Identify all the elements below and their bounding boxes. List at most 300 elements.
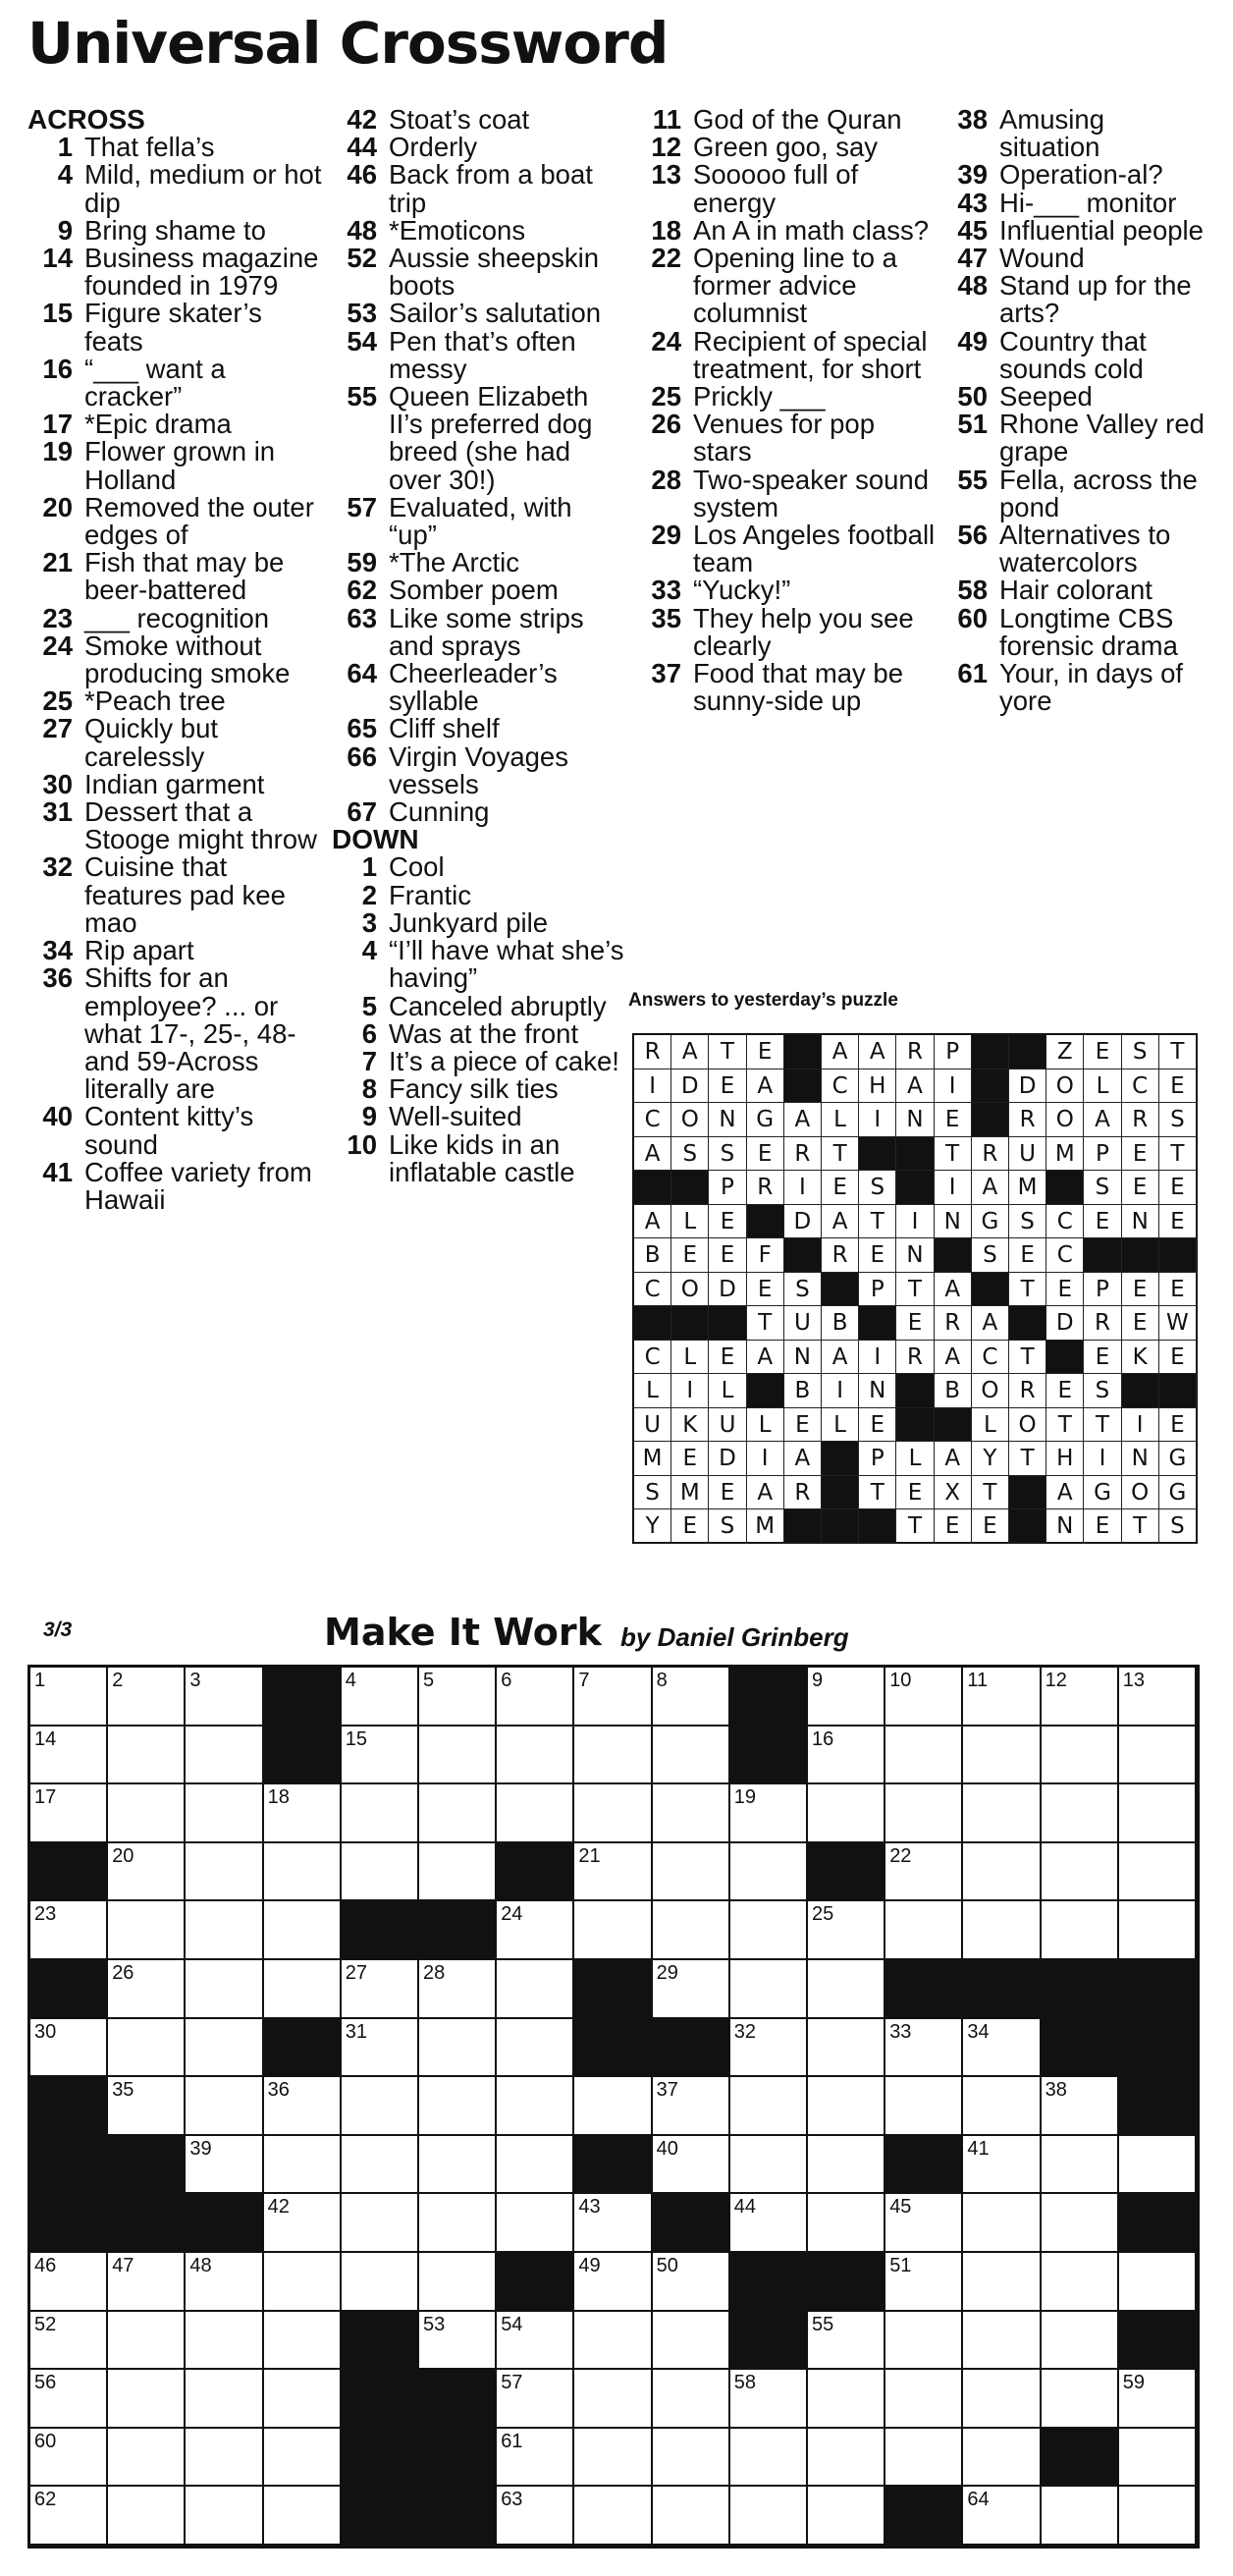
grid-cell[interactable]: [1119, 2136, 1197, 2195]
grid-cell[interactable]: [264, 2194, 342, 2253]
cell-number: 13: [1122, 1670, 1146, 1691]
grid-cell[interactable]: [264, 1960, 342, 2019]
grid-cell[interactable]: [30, 1901, 108, 1960]
answer-black-square: [671, 1306, 709, 1341]
grid-cell[interactable]: [1119, 1784, 1197, 1843]
grid-cell[interactable]: [30, 2429, 108, 2488]
grid-cell[interactable]: [497, 2019, 574, 2078]
grid-cell[interactable]: [1119, 2370, 1197, 2429]
grid-cell[interactable]: [730, 2370, 808, 2429]
answer-cell: E: [972, 1509, 1009, 1544]
clue-text: Was at the front: [389, 1017, 579, 1049]
grid-cell[interactable]: [574, 2312, 652, 2371]
grid-cell[interactable]: [264, 2253, 342, 2312]
clue-number: 1: [57, 132, 73, 163]
grid-cell[interactable]: [108, 2487, 186, 2546]
clue-number: 1: [361, 851, 377, 883]
clue-number: 24: [42, 630, 73, 661]
grid-cell[interactable]: [186, 2312, 263, 2371]
grid-cell[interactable]: [30, 1668, 108, 1726]
grid-cell[interactable]: [808, 1726, 885, 1785]
grid-cell[interactable]: [885, 1726, 963, 1785]
grid-cell[interactable]: [885, 2312, 963, 2371]
grid-cell[interactable]: [653, 1960, 730, 2019]
grid-cell[interactable]: [808, 1784, 885, 1843]
answer-cell: P: [935, 1035, 972, 1069]
answer-cell: S: [859, 1171, 896, 1205]
down-clue: [942, 245, 1207, 272]
black-square: [885, 2136, 963, 2195]
grid-cell[interactable]: [497, 2077, 574, 2136]
grid-cell[interactable]: [419, 1668, 497, 1726]
grid-cell[interactable]: [342, 1843, 419, 1902]
grid-cell[interactable]: [808, 1960, 885, 2019]
grid-cell[interactable]: [730, 2077, 808, 2136]
grid-cell[interactable]: [730, 2194, 808, 2253]
grid-cell[interactable]: [1119, 2429, 1197, 2488]
grid-cell[interactable]: [730, 1901, 808, 1960]
grid-cell[interactable]: [653, 2253, 730, 2312]
answer-cell: C: [1122, 1069, 1159, 1104]
grid-cell[interactable]: [885, 1784, 963, 1843]
answer-cell: M: [634, 1442, 671, 1476]
grid-cell[interactable]: [963, 1668, 1041, 1726]
grid-cell[interactable]: [885, 2077, 963, 2136]
clue-text: “I’ll have what she’s having”: [389, 935, 624, 994]
grid-cell[interactable]: [808, 2194, 885, 2253]
grid-cell[interactable]: [808, 2487, 885, 2546]
grid-cell[interactable]: [186, 1726, 263, 1785]
grid-cell[interactable]: [808, 1668, 885, 1726]
answer-cell: N: [784, 1341, 822, 1375]
clue-text: Figure skater’s feats: [84, 298, 262, 356]
grid-cell[interactable]: [885, 1668, 963, 1726]
grid-cell[interactable]: [108, 2077, 186, 2136]
grid-cell[interactable]: [574, 2194, 652, 2253]
grid-cell[interactable]: [885, 1843, 963, 1902]
down-clue: [942, 187, 1207, 218]
grid-cell[interactable]: [108, 2429, 186, 2488]
down-clue: [332, 1045, 626, 1076]
answer-cell: L: [972, 1408, 1009, 1443]
grid-cell[interactable]: [419, 1843, 497, 1902]
grid-cell[interactable]: [963, 2253, 1041, 2312]
clue-number: 4: [57, 159, 73, 191]
answer-cell: S: [634, 1476, 671, 1510]
across-clue: [332, 798, 626, 826]
grid-cell[interactable]: [497, 1960, 574, 2019]
grid-cell[interactable]: [963, 2019, 1041, 2078]
grid-cell[interactable]: [342, 1668, 419, 1726]
answer-black-square: [935, 1408, 972, 1443]
grid-cell[interactable]: [30, 2019, 108, 2078]
grid-cell[interactable]: [963, 2487, 1041, 2546]
answer-black-square: [1084, 1238, 1121, 1273]
grid-cell[interactable]: [574, 1843, 652, 1902]
across-clue: [332, 245, 626, 300]
cell-number: 45: [889, 2196, 912, 2219]
grid-cell[interactable]: [1042, 1784, 1119, 1843]
answer-cell: G: [1159, 1476, 1197, 1510]
across-clue: [27, 964, 322, 1103]
grid-cell[interactable]: [963, 2077, 1041, 2136]
cell-number: 33: [889, 2020, 912, 2043]
answer-cell: S: [972, 1238, 1009, 1273]
clue-number: 5: [361, 990, 377, 1021]
grid-cell[interactable]: [108, 2370, 186, 2429]
grid-cell[interactable]: [186, 1784, 263, 1843]
answer-cell: E: [747, 1273, 784, 1307]
across-clue: [332, 300, 626, 327]
grid-cell[interactable]: [108, 2312, 186, 2371]
grid-cell[interactable]: [574, 1726, 652, 1785]
grid-cell[interactable]: [186, 2487, 263, 2546]
grid-cell[interactable]: [497, 2370, 574, 2429]
grid-cell[interactable]: [1042, 2370, 1119, 2429]
answer-black-square: [972, 1035, 1009, 1069]
grid-cell[interactable]: [419, 2019, 497, 2078]
grid-cell[interactable]: [730, 2136, 808, 2195]
answer-cell: E: [1122, 1273, 1159, 1307]
grid-cell[interactable]: [885, 2019, 963, 2078]
grid-cell[interactable]: [264, 1784, 342, 1843]
answer-cell: S: [1122, 1035, 1159, 1069]
clue-text: Alternatives to watercolors: [999, 520, 1171, 578]
grid-cell[interactable]: [574, 2253, 652, 2312]
grid-cell[interactable]: [186, 1901, 263, 1960]
grid-cell[interactable]: [808, 2019, 885, 2078]
grid-cell[interactable]: [264, 2136, 342, 2195]
clue-text: *Epic drama: [84, 409, 232, 440]
answer-cell: E: [1159, 1069, 1197, 1104]
grid-cell[interactable]: [342, 2077, 419, 2136]
grid-cell[interactable]: [574, 2429, 652, 2488]
grid-cell[interactable]: [653, 2077, 730, 2136]
grid-cell[interactable]: [30, 2370, 108, 2429]
grid-cell[interactable]: [497, 2487, 574, 2546]
down-clue: [942, 466, 1207, 521]
clue-number: 6: [361, 1017, 377, 1049]
clue-number: 40: [42, 1101, 73, 1132]
grid-cell[interactable]: [264, 2429, 342, 2488]
grid-cell[interactable]: [1042, 1726, 1119, 1785]
grid-cell[interactable]: [342, 2019, 419, 2078]
grid-cell[interactable]: [1119, 1901, 1197, 1960]
across-clue: [332, 161, 626, 216]
grid-cell[interactable]: [1042, 2136, 1119, 2195]
cell-number: 20: [112, 1844, 134, 1867]
answer-cell: E: [935, 1509, 972, 1544]
answer-cell: E: [671, 1442, 709, 1476]
grid-cell[interactable]: [1119, 1668, 1197, 1726]
grid-cell[interactable]: [653, 2136, 730, 2195]
grid-cell[interactable]: [885, 2429, 963, 2488]
grid-cell[interactable]: [730, 2019, 808, 2078]
answer-cell: N: [859, 1374, 896, 1408]
clue-number: 43: [957, 187, 988, 218]
answer-black-square: [747, 1205, 784, 1239]
answer-cell: B: [935, 1374, 972, 1408]
grid-cell[interactable]: [574, 1784, 652, 1843]
answer-cell: E: [896, 1306, 934, 1341]
grid-cell[interactable]: [186, 2136, 263, 2195]
grid-cell[interactable]: [885, 2253, 963, 2312]
answer-cell: Y: [972, 1442, 1009, 1476]
grid-cell[interactable]: [342, 2136, 419, 2195]
clue-number: 12: [651, 132, 681, 163]
grid-cell[interactable]: [108, 1901, 186, 1960]
grid-cell[interactable]: [963, 2312, 1041, 2371]
answer-cell: R: [935, 1306, 972, 1341]
answer-cell: M: [1009, 1171, 1046, 1205]
grid-cell[interactable]: [264, 1901, 342, 1960]
clue-number: 13: [651, 159, 681, 191]
grid-cell[interactable]: [653, 1901, 730, 1960]
answer-cell: R: [634, 1035, 671, 1069]
answer-cell: B: [784, 1374, 822, 1408]
grid-cell[interactable]: [108, 2253, 186, 2312]
grid-cell[interactable]: [342, 2194, 419, 2253]
grid-cell[interactable]: [497, 1901, 574, 1960]
grid-cell[interactable]: [653, 1668, 730, 1726]
black-square: [730, 2253, 808, 2312]
grid-cell[interactable]: [963, 2370, 1041, 2429]
grid-cell[interactable]: [808, 2429, 885, 2488]
grid-cell[interactable]: [885, 1901, 963, 1960]
grid-cell[interactable]: [730, 2487, 808, 2546]
grid-cell[interactable]: [342, 1784, 419, 1843]
grid-cell[interactable]: [108, 2019, 186, 2078]
black-square: [730, 2312, 808, 2371]
answer-cell: A: [747, 1341, 784, 1375]
answer-cell: I: [859, 1103, 896, 1137]
grid-cell[interactable]: [963, 1726, 1041, 1785]
grid-cell[interactable]: [1119, 2253, 1197, 2312]
grid-cell[interactable]: [30, 2312, 108, 2371]
grid-cell[interactable]: [30, 1726, 108, 1785]
grid-cell[interactable]: [497, 2194, 574, 2253]
answer-black-square: [859, 1509, 896, 1544]
grid-cell[interactable]: [653, 2429, 730, 2488]
cell-number: 17: [34, 1786, 57, 1809]
grid-cell[interactable]: [574, 1668, 652, 1726]
down-clue: [636, 245, 936, 328]
grid-cell[interactable]: [1042, 1843, 1119, 1902]
grid-cell[interactable]: [653, 2487, 730, 2546]
grid-cell[interactable]: [497, 1668, 574, 1726]
clue-text: “___ want a cracker”: [84, 353, 226, 412]
grid-cell[interactable]: [1042, 2487, 1119, 2546]
answer-cell: A: [822, 1341, 859, 1375]
grid-cell[interactable]: [963, 1901, 1041, 1960]
grid-cell[interactable]: [419, 1960, 497, 2019]
grid-cell[interactable]: [963, 2429, 1041, 2488]
grid-cell[interactable]: [186, 2019, 263, 2078]
grid-cell[interactable]: [808, 2136, 885, 2195]
clue-number: 11: [652, 104, 681, 135]
clue-text: Shifts for an employee? ... or what 17-, 25-, 48- and 59-Across literally are: [84, 962, 296, 1105]
answer-cell: D: [784, 1205, 822, 1239]
grid-cell[interactable]: [419, 2194, 497, 2253]
cell-number: 29: [656, 1962, 678, 1984]
grid-cell[interactable]: [264, 2370, 342, 2429]
grid-cell[interactable]: [1042, 2194, 1119, 2253]
clue-number: 47: [957, 243, 988, 274]
clue-text: Orderly: [389, 132, 478, 163]
grid-cell[interactable]: [730, 1960, 808, 2019]
grid-cell[interactable]: [885, 2370, 963, 2429]
grid-cell[interactable]: [497, 1784, 574, 1843]
grid-cell[interactable]: [497, 2312, 574, 2371]
down-clue: [942, 411, 1207, 466]
answer-cell: N: [935, 1205, 972, 1239]
grid-cell[interactable]: [653, 1726, 730, 1785]
black-square: [808, 2253, 885, 2312]
clue-text: Coffee variety from Hawaii: [84, 1156, 312, 1215]
answer-cell: N: [709, 1103, 746, 1137]
black-square: [30, 1960, 108, 2019]
grid-cell[interactable]: [963, 1843, 1041, 1902]
answer-cell: E: [1159, 1408, 1197, 1443]
grid-cell[interactable]: [808, 1901, 885, 1960]
answer-cell: A: [822, 1035, 859, 1069]
answer-black-square: [1009, 1476, 1046, 1510]
grid-cell[interactable]: [342, 1960, 419, 2019]
grid-cell[interactable]: [264, 1843, 342, 1902]
grid-cell[interactable]: [1042, 1901, 1119, 1960]
down-clue: [332, 1017, 626, 1049]
answer-cell: U: [709, 1408, 746, 1443]
grid-cell[interactable]: [419, 2077, 497, 2136]
grid-cell[interactable]: [653, 2312, 730, 2371]
grid-cell[interactable]: [574, 2077, 652, 2136]
grid-cell[interactable]: [30, 2487, 108, 2546]
grid-cell[interactable]: [574, 2487, 652, 2546]
grid-cell[interactable]: [108, 1960, 186, 2019]
grid-cell[interactable]: [419, 2312, 497, 2371]
answer-cell: O: [972, 1374, 1009, 1408]
grid-cell[interactable]: [1119, 2487, 1197, 2546]
answer-black-square: [1122, 1374, 1159, 1408]
grid-cell[interactable]: [653, 1843, 730, 1902]
clue-text: Like kids in an inflatable castle: [389, 1128, 575, 1187]
grid-cell[interactable]: [497, 2429, 574, 2488]
answer-cell: R: [1009, 1103, 1046, 1137]
grid-cell[interactable]: [963, 1784, 1041, 1843]
answer-cell: E: [1009, 1238, 1046, 1273]
down-clue: [332, 1128, 626, 1187]
grid-cell[interactable]: [186, 2370, 263, 2429]
grid-cell[interactable]: [264, 2312, 342, 2371]
cell-number: 57: [501, 2372, 523, 2394]
answer-cell: A: [972, 1171, 1009, 1205]
grid-cell[interactable]: [1042, 2312, 1119, 2371]
clue-number: 7: [361, 1045, 377, 1076]
grid-cell[interactable]: [808, 2370, 885, 2429]
grid-cell[interactable]: [108, 1843, 186, 1902]
grid-cell[interactable]: [1042, 2077, 1119, 2136]
grid-cell[interactable]: [186, 2077, 263, 2136]
grid-cell[interactable]: [653, 2370, 730, 2429]
across-clue: [332, 134, 626, 161]
grid-cell[interactable]: [963, 2194, 1041, 2253]
answer-black-square: [634, 1171, 671, 1205]
grid-cell[interactable]: [653, 1784, 730, 1843]
answer-black-square: [1122, 1238, 1159, 1273]
grid-cell[interactable]: [186, 2253, 263, 2312]
grid-cell[interactable]: [264, 2077, 342, 2136]
grid-cell[interactable]: [730, 1784, 808, 1843]
grid-cell[interactable]: [30, 1784, 108, 1843]
black-square: [574, 1960, 652, 2019]
grid-cell[interactable]: [497, 2136, 574, 2195]
grid-cell[interactable]: [108, 1784, 186, 1843]
grid-cell[interactable]: [186, 1843, 263, 1902]
grid-cell[interactable]: [574, 1901, 652, 1960]
cell-number: 14: [34, 1727, 57, 1750]
grid-cell[interactable]: [419, 1784, 497, 1843]
clue-number: 29: [651, 520, 681, 551]
grid-cell[interactable]: [574, 2370, 652, 2429]
grid-cell[interactable]: [808, 2077, 885, 2136]
answer-cell: I: [1084, 1442, 1121, 1476]
black-square: [108, 2194, 186, 2253]
grid-cell[interactable]: [419, 2136, 497, 2195]
grid-cell[interactable]: [30, 2253, 108, 2312]
grid-cell[interactable]: [186, 1668, 263, 1726]
answer-cell: E: [784, 1408, 822, 1443]
grid-cell[interactable]: [108, 1726, 186, 1785]
black-square: [342, 2487, 419, 2546]
answer-cell: A: [784, 1103, 822, 1137]
grid-cell[interactable]: [342, 1726, 419, 1785]
grid-cell[interactable]: [1119, 1726, 1197, 1785]
answer-cell: T: [859, 1476, 896, 1510]
grid-cell[interactable]: [1042, 1668, 1119, 1726]
grid-cell[interactable]: [963, 2136, 1041, 2195]
grid-cell[interactable]: [419, 1726, 497, 1785]
answer-cell: I: [1122, 1408, 1159, 1443]
grid-cell[interactable]: [1042, 2253, 1119, 2312]
cell-number: 10: [889, 1670, 912, 1691]
grid-cell[interactable]: [108, 1668, 186, 1726]
grid-cell[interactable]: [730, 1843, 808, 1902]
grid-cell[interactable]: [1119, 1843, 1197, 1902]
answer-cell: M: [747, 1509, 784, 1544]
answer-cell: C: [822, 1069, 859, 1104]
grid-cell[interactable]: [186, 2429, 263, 2488]
cell-number: 35: [112, 2079, 134, 2102]
grid-cell[interactable]: [264, 2487, 342, 2546]
across-clue: [27, 632, 322, 687]
black-square: [30, 2194, 108, 2253]
clue-text: Indian garment: [84, 768, 265, 799]
answer-cell: S: [709, 1137, 746, 1172]
black-square: [497, 1843, 574, 1902]
grid-cell[interactable]: [885, 2194, 963, 2253]
across-clue: [27, 245, 322, 300]
grid-cell[interactable]: [419, 2253, 497, 2312]
answer-cell: U: [634, 1408, 671, 1443]
answer-cell: S: [1009, 1205, 1046, 1239]
grid-cell[interactable]: [342, 2253, 419, 2312]
grid-cell[interactable]: [497, 1726, 574, 1785]
grid-cell[interactable]: [808, 2312, 885, 2371]
clue-number: 50: [957, 381, 988, 412]
answer-cell: A: [671, 1035, 709, 1069]
grid-cell[interactable]: [730, 2429, 808, 2488]
grid-cell[interactable]: [186, 1960, 263, 2019]
